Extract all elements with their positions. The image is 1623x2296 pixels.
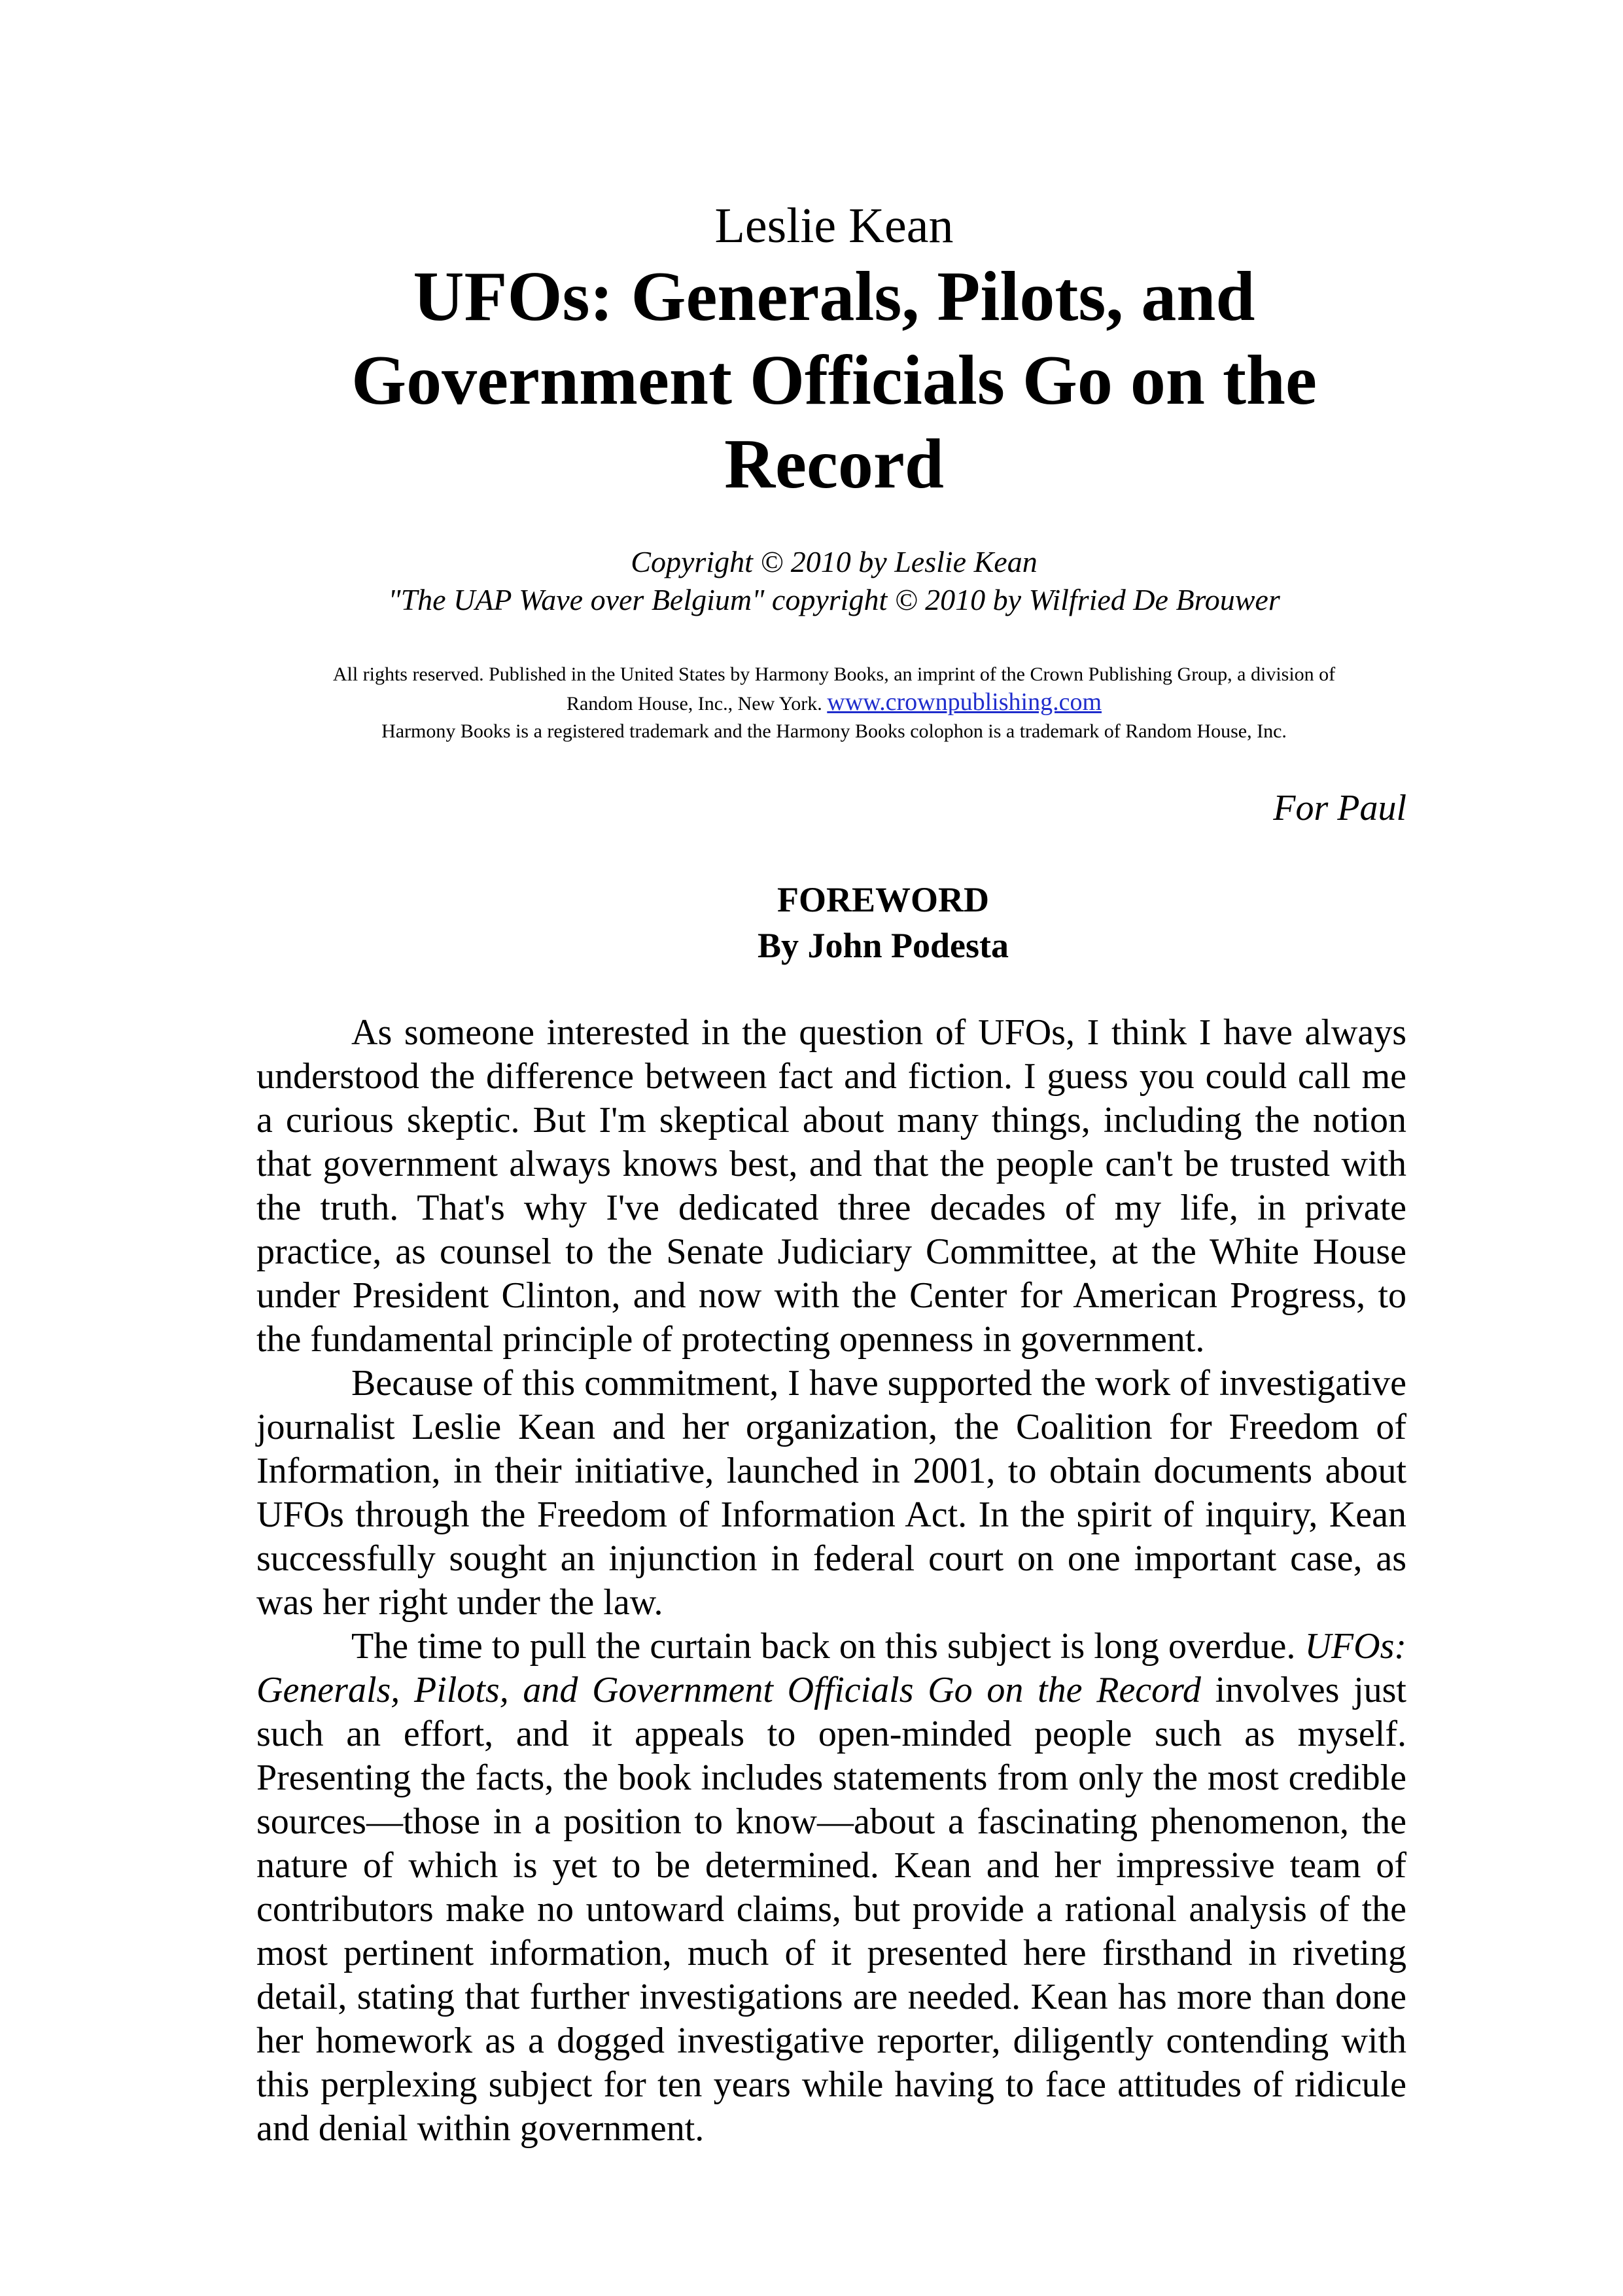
foreword-heading <box>589 877 1178 968</box>
rights-line-1: All rights reserved. Published in the United States by Harmony Books, an imprint of the Crown Publishing Group, a division of <box>332 663 1336 685</box>
copyright-line-2: "The UAP Wave over Belgium" copyright © 2010 by Wilfried De Brouwer <box>388 583 1280 616</box>
paragraph-3-start: The time to pull the curtain back on this subject is long overdue. <box>351 1626 1296 1667</box>
foreword-byline: By John Podesta <box>757 926 1009 965</box>
rights-line-3: Harmony Books is a registered trademark and the Harmony Books colophon is a trademark of Random House, Inc. <box>381 720 1287 742</box>
publisher-website-link[interactable]: www.crownpublishing.com <box>827 688 1102 716</box>
foreword-paragraph-1: As someone interested in the question of UFOs, I think I have always understood the difference between fact and fiction. I guess you could call me a curious skeptic. But I'm skeptical about many things, including the notion that government always knows best, and that the people can't be trusted with the truth. That's why I've dedicated three decades of my life, in private practice, as counsel to the Senate Judiciary Committee, at the White House under President Clinton, and now with the Center for American Progress, to the fundamental principle of protecting openness in government. <box>256 1012 1406 1360</box>
copyright-block <box>255 543 1413 619</box>
book-title <box>255 255 1413 506</box>
book-title-reference: UFOs: Generals, Pilots, and Government Officials Go on the Record <box>256 1626 1407 1710</box>
paragraph-3-rest: involves just such an effort, and it appeals to open-minded people such as myself. Presenting the facts, the book includes statements from only the most credible sources—those in a position to know—about a fascinating phenomenon, the nature of which is yet to be determined. Kean and her impressive team of contributors make no untoward claims, but provide a rational analysis of the most pertinent information, much of it presented here firsthand in riveting detail, stating that further investigations are needed. Kean has more than done her homework as a dogged investigative reporter, diligently contending with this perplexing subject for ten years while having to face attitudes of ridicule and denial within government. <box>256 1670 1406 2149</box>
foreword-title: FOREWORD <box>777 880 989 919</box>
foreword-paragraph-3 <box>256 1625 1406 2151</box>
foreword-paragraph-2: Because of this commitment, I have supported the work of investigative journalist Leslie Kean and her organization, the Coalition for Freedom of Information, in their initiative, launched in 2001, to obtain documents about UFOs through the Freedom of Information Act. In the spirit of inquiry, Kean successfully sought an injunction in federal court on one important case, as was her right under the law. <box>256 1363 1406 1623</box>
rights-line-2 <box>262 688 1406 718</box>
author-name-text: Leslie Kean <box>714 198 954 253</box>
foreword-body <box>256 1011 1406 2151</box>
book-title-line-3: Record <box>724 425 944 503</box>
copyright-line-1: Copyright © 2010 by Leslie Kean <box>631 545 1038 578</box>
book-title-line-1: UFOs: Generals, Pilots, and <box>413 258 1255 336</box>
rights-notice <box>262 661 1406 745</box>
author-name <box>255 196 1413 255</box>
dedication: For Paul <box>1273 788 1406 828</box>
book-title-line-2: Government Officials Go on the <box>351 342 1317 419</box>
rights-line-2-prefix: Random House, Inc., New York. <box>566 693 822 715</box>
